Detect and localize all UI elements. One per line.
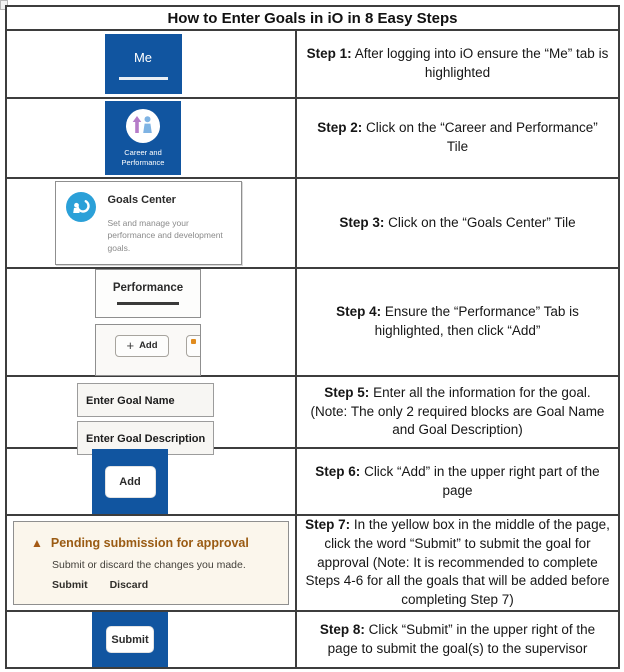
goal-name-field[interactable] — [77, 383, 214, 417]
step-2-text-cell — [297, 99, 618, 177]
career-performance-tile[interactable] — [105, 101, 181, 175]
step-row-1 — [7, 31, 618, 99]
career-tile-label-line2: Performance — [121, 157, 165, 167]
partial-button[interactable] — [186, 335, 201, 357]
goals-center-tile[interactable] — [55, 181, 242, 265]
pending-title: Pending submission for approval — [50, 536, 249, 550]
add-tile-label: Add — [119, 475, 141, 488]
goals-center-icon — [66, 192, 96, 222]
step-6-text: Click “Add” in the upper right part of the page — [360, 463, 600, 498]
step-8-text-cell — [297, 612, 618, 667]
step-4-label: Step 4: — [336, 304, 382, 320]
step-8-text: Click “Submit” in the upper right of the page to submit the goal(s) to the supervisor — [327, 621, 596, 656]
performance-tab-label: Performance — [112, 281, 184, 294]
step-1-text-cell — [297, 31, 618, 97]
step-5-visual-cell — [7, 377, 297, 447]
step-row-7 — [7, 516, 618, 612]
add-button[interactable] — [115, 335, 169, 357]
pending-subtitle: Submit or discard the changes you made. — [52, 559, 246, 571]
career-performance-icon — [126, 109, 160, 143]
step-5-text-cell — [297, 377, 618, 447]
goal-description-label: Enter Goal Description — [86, 433, 206, 445]
step-5-text: Enter all the information for the goal. (Note: The only 2 required blocks are Goal Name and Goal Description) — [310, 385, 605, 438]
performance-tab-underline — [117, 302, 179, 305]
me-tab[interactable] — [105, 34, 182, 94]
step-row-2 — [7, 99, 618, 179]
step-2-text: Click on the “Career and Performance” Tile — [362, 120, 598, 154]
step-4-visual-cell — [7, 269, 297, 375]
step-3-text: Click on the “Goals Center” Tile — [384, 214, 576, 230]
step-2-visual-cell — [7, 99, 297, 177]
add-tile-background — [92, 449, 168, 514]
step-7-label: Step 7: — [305, 517, 351, 533]
submit-tile-button[interactable] — [106, 626, 154, 653]
pending-submit-link[interactable]: Submit — [52, 579, 88, 591]
partial-button-mark — [191, 339, 196, 344]
step-1-visual-cell — [7, 31, 297, 97]
pending-submission-banner — [13, 521, 289, 605]
step-row-3 — [7, 179, 618, 269]
add-toolbar — [95, 324, 201, 376]
goals-center-subtitle: Set and manage your performance and development goals. — [107, 218, 223, 253]
add-tile-button[interactable] — [105, 466, 156, 498]
step-row-8 — [7, 612, 618, 667]
step-6-visual-cell — [7, 449, 297, 514]
warning-icon: ▲ — [31, 536, 43, 550]
goals-center-title: Goals Center — [107, 194, 176, 206]
step-3-text-cell — [297, 179, 618, 267]
step-row-6 — [7, 449, 618, 516]
submit-tile-label: Submit — [111, 633, 149, 646]
step-8-visual-cell — [7, 612, 297, 667]
step-6-text-cell — [297, 449, 618, 514]
goal-name-label: Enter Goal Name — [86, 395, 175, 407]
add-button-label: Add — [139, 340, 158, 351]
me-tab-label: Me — [133, 49, 153, 65]
plus-icon: + — [126, 338, 135, 353]
step-3-visual-cell — [7, 179, 297, 267]
step-8-label: Step 8: — [319, 621, 365, 637]
me-tab-underline — [119, 77, 168, 80]
step-2-label: Step 2: — [317, 120, 363, 136]
step-4-text-cell — [297, 269, 618, 375]
step-3-label: Step 3: — [339, 214, 385, 230]
step-7-text-cell — [297, 516, 618, 610]
pending-discard-link[interactable]: Discard — [109, 579, 149, 591]
career-tile-label-line1: Career and — [124, 148, 162, 158]
steps-table — [5, 5, 620, 669]
page-title: How to Enter Goals in iO in 8 Easy Steps — [7, 7, 618, 31]
step-7-text: In the yellow box in the middle of the page, click the word “Submit” to submit the goal for approval (Note: It is recommended to complete Steps 4-6 for all the goals that will be added before completing Step 7) — [305, 517, 610, 607]
step-1-text: After logging into iO ensure the “Me” tab is highlighted — [351, 46, 609, 80]
step-5-label: Step 5: — [324, 385, 370, 401]
step-1-label: Step 1: — [306, 46, 352, 62]
submit-tile-background — [92, 612, 168, 667]
step-row-5 — [7, 377, 618, 449]
step-4-text: Ensure the “Performance” Tab is highlighted, then click “Add” — [374, 304, 579, 338]
step-6-label: Step 6: — [315, 463, 361, 479]
step-row-4 — [7, 269, 618, 377]
performance-tab[interactable] — [95, 269, 201, 318]
step-7-visual-cell — [7, 516, 297, 610]
